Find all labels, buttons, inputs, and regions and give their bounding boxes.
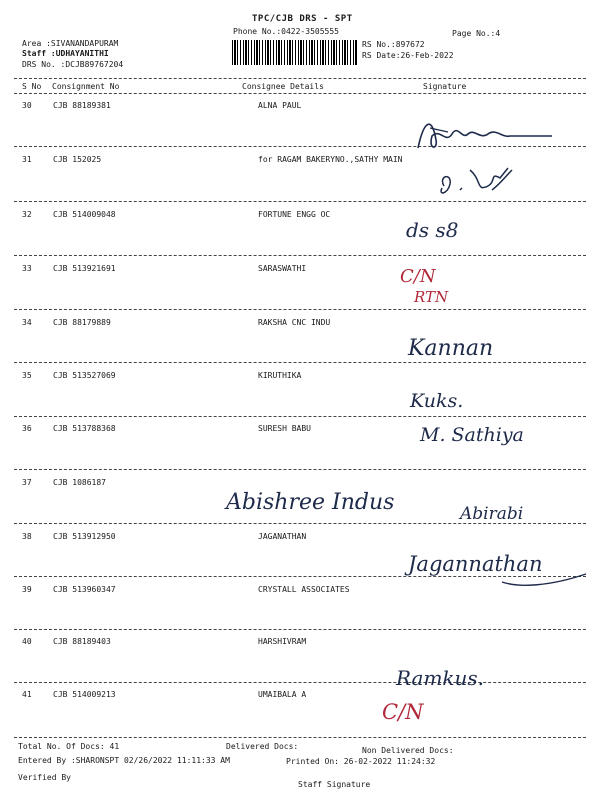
header-divider-top — [14, 78, 586, 79]
row-consignment: CJB 88189403 — [53, 637, 111, 646]
row-consignee: JAGANATHAN — [258, 532, 307, 541]
row-consignment: CJB 152025 — [53, 155, 102, 164]
row-divider — [14, 255, 586, 256]
row-divider — [14, 469, 586, 470]
signature-row37: Abirabi — [460, 504, 524, 524]
row-consignee: UMAIBALA A — [258, 690, 307, 699]
row-divider — [14, 682, 586, 683]
entered-by: Entered By :SHARONSPT 02/26/2022 11:11:33 AM — [18, 756, 230, 765]
rs-date: RS Date:26-Feb-2022 — [362, 51, 454, 60]
row-sno: 30 — [22, 101, 32, 110]
signature-row35: Kuks. — [410, 390, 464, 412]
signature-row31 — [430, 160, 520, 200]
row-consignee: CRYSTALL ASSOCIATES — [258, 585, 350, 594]
row-consignment: CJB 1086187 — [53, 478, 106, 487]
row-sno: 40 — [22, 637, 32, 646]
row-sno: 41 — [22, 690, 32, 699]
staff-signature: Staff Signature — [298, 780, 371, 789]
signature-row38: Jagannathan — [408, 552, 543, 576]
row-sno: 37 — [22, 478, 32, 487]
row-consignment: CJB 513960347 — [53, 585, 116, 594]
total-docs: Total No. Of Docs: 41 — [18, 742, 120, 751]
row-sno: 31 — [22, 155, 32, 164]
rs-number: RS No.:897672 — [362, 40, 425, 49]
table-divider-bottom — [14, 737, 586, 738]
row-consignment: CJB 88189381 — [53, 101, 111, 110]
row-consignment: CJB 513912950 — [53, 532, 116, 541]
header-divider-bottom — [14, 93, 586, 94]
verified-by: Verified By — [18, 773, 71, 782]
row-consignment: CJB 513788368 — [53, 424, 116, 433]
row-consignee: KIRUTHIKA — [258, 371, 302, 380]
status-rtn-row33: RTN — [414, 288, 449, 306]
row-consignee: FORTUNE ENGG OC — [258, 210, 331, 219]
row-consignee: RAKSHA CNC INDU — [258, 318, 331, 327]
col-sno: S No — [22, 82, 42, 91]
drs-number: DRS No. :DCJB89767204 — [22, 60, 124, 69]
row-divider — [14, 362, 586, 363]
row-consignee: ALNA PAUL — [258, 101, 302, 110]
col-signature: Signature — [423, 82, 467, 91]
handwritten-name-row37: Abishree Indus — [226, 490, 395, 515]
delivered-docs: Delivered Docs: — [226, 742, 299, 751]
status-cn-row41: C/N — [382, 700, 424, 724]
area-field: Area :SIVANANDAPURAM — [22, 39, 119, 48]
signature-row32: ds s8 — [406, 218, 459, 242]
row-consignee: SARASWATHI — [258, 264, 307, 273]
phone-number: Phone No.:0422-3505555 — [233, 27, 339, 36]
printed-on: Printed On: 26-02-2022 11:24:32 — [286, 757, 436, 766]
row-sno: 34 — [22, 318, 32, 327]
row-consignment: CJB 513921691 — [53, 264, 116, 273]
signature-row36: M. Sathiya — [420, 424, 524, 446]
signature-row38-tail — [500, 568, 590, 590]
row-consignee: SURESH BABU — [258, 424, 311, 433]
page-number: Page No.:4 — [452, 29, 501, 38]
col-consignment: Consignment No — [52, 82, 120, 91]
row-divider — [14, 416, 586, 417]
signature-row40: Ramkus. — [396, 666, 485, 690]
row-divider — [14, 629, 586, 630]
row-sno: 38 — [22, 532, 32, 541]
row-divider — [14, 201, 586, 202]
row-consignment: CJB 88179889 — [53, 318, 111, 327]
row-sno: 39 — [22, 585, 32, 594]
col-consignee: Consignee Details — [242, 82, 324, 91]
signature-row34: Kannan — [408, 336, 494, 361]
row-sno: 33 — [22, 264, 32, 273]
non-delivered-docs: Non Delivered Docs: — [362, 746, 454, 755]
row-consignee: for RAGAM BAKERYNO.,SATHY MAIN — [258, 155, 403, 164]
row-divider — [14, 309, 586, 310]
signature-row30 — [410, 110, 560, 160]
document-title: TPC/CJB DRS - SPT — [252, 14, 353, 24]
row-sno: 32 — [22, 210, 32, 219]
status-cn-row33: C/N — [400, 266, 436, 287]
row-sno: 35 — [22, 371, 32, 380]
row-consignment: CJB 514009213 — [53, 690, 116, 699]
row-consignment: CJB 514009048 — [53, 210, 116, 219]
row-consignee: HARSHIVRAM — [258, 637, 307, 646]
row-consignment: CJB 513527069 — [53, 371, 116, 380]
staff-field: Staff :UDHAYANITHI — [22, 49, 109, 58]
row-sno: 36 — [22, 424, 32, 433]
barcode-image — [232, 40, 358, 65]
